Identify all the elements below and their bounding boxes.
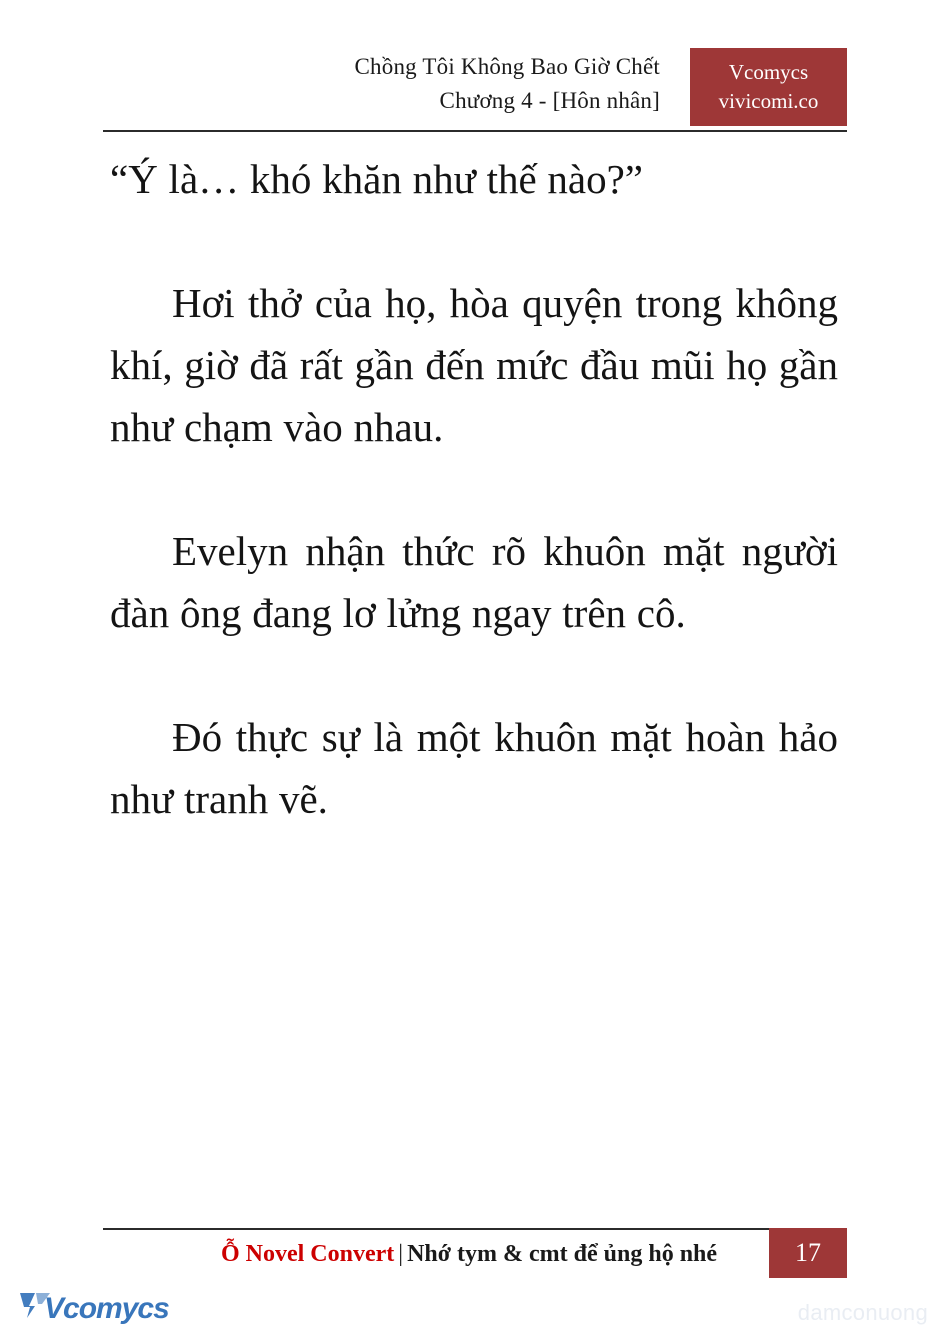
- chapter-title: Chương 4 - [Hôn nhân]: [439, 88, 660, 113]
- footer-brand: Ỗ Novel Convert: [220, 1241, 395, 1267]
- watermark-logo: [18, 1286, 168, 1334]
- page-footer: [103, 1232, 847, 1278]
- brand-url: vivicomi.co: [718, 89, 819, 113]
- header-title-block: [140, 50, 660, 118]
- paragraph-dialogue: “Ý là… khó khăn như thế nào?”: [110, 156, 643, 202]
- watermark-logo-text: Vcomycs: [44, 1292, 169, 1325]
- paragraph-spacer: [110, 644, 838, 706]
- page-header: [103, 50, 847, 130]
- book-title: Chồng Tôi Không Bao Giờ Chết: [354, 54, 660, 79]
- brand-name: Vcomycs: [728, 60, 809, 84]
- brand-badge: [690, 48, 847, 126]
- footer-text-block: [169, 1236, 769, 1272]
- footer-separator: |: [398, 1241, 404, 1267]
- page-number: 17: [795, 1238, 821, 1267]
- page-number-badge: [769, 1228, 847, 1278]
- watermark-right: damconuong: [797, 1300, 928, 1325]
- paragraph-spacer: [110, 210, 838, 272]
- paragraph-3: Đó thực sự là một khuôn mặt hoàn hảo như tranh vẽ.: [110, 714, 838, 822]
- footer-divider: [103, 1228, 847, 1230]
- page-content: [110, 148, 838, 830]
- paragraph-1: Hơi thở của họ, hòa quyện trong không khí, giờ đã rất gần đến mức đầu mũi họ gần như chạm vào nhau.: [110, 280, 838, 450]
- paragraph-2: Evelyn nhận thức rõ khuôn mặt người đàn ông đang lơ lửng ngay trên cô.: [110, 528, 838, 636]
- header-divider: [103, 130, 847, 132]
- paragraph-spacer: [110, 458, 838, 520]
- footer-note: Nhớ tym & cmt để ủng hộ nhé: [407, 1241, 718, 1267]
